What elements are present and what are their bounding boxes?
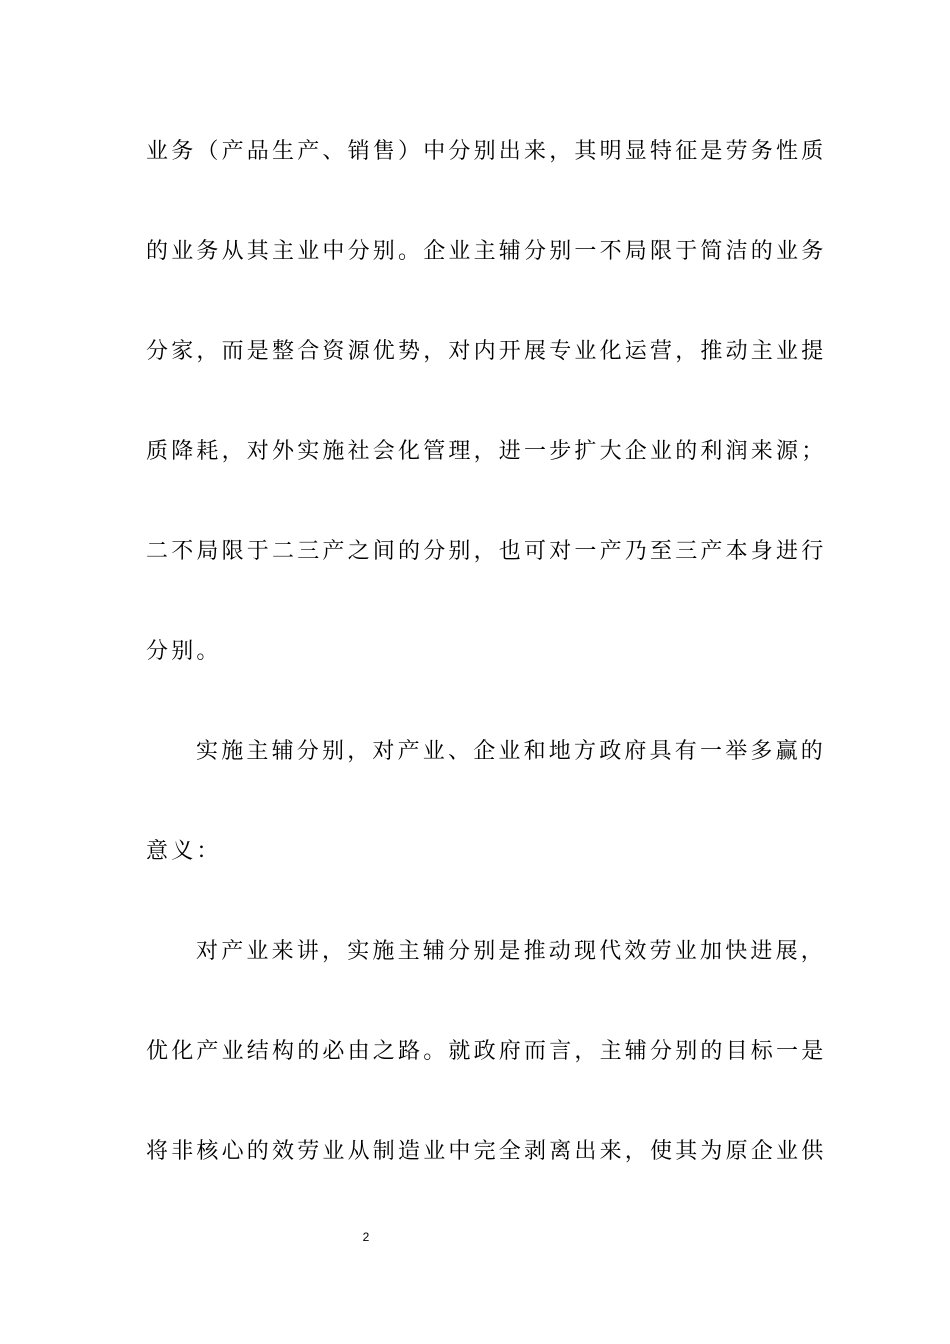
page-number: 2 — [362, 1230, 370, 1244]
text-line-9: 将非核心的效劳业从制造业中完全剥离出来，使其为原企业供 — [146, 1139, 827, 1164]
text-line-6: 分别。 — [146, 639, 222, 664]
paragraph-line-2: 对产业来讲，实施主辅分别是推动现代效劳业加快进展， — [196, 939, 827, 964]
paragraph-line-1: 实施主辅分别，对产业、企业和地方政府具有一举多赢的 — [196, 739, 827, 764]
text-line-2: 的业务从其主业中分别。企业主辅分别一不局限于简洁的业务 — [146, 239, 827, 264]
text-line-7: 意义： — [146, 839, 222, 864]
text-line-3: 分家，而是整合资源优势，对内开展专业化运营，推动主业提 — [146, 339, 827, 364]
text-line-8: 优化产业结构的必由之路。就政府而言，主辅分别的目标一是 — [146, 1039, 827, 1064]
text-line-4: 质降耗，对外实施社会化管理，进一步扩大企业的利润来源； — [146, 439, 827, 464]
text-line-1: 业务（产品生产、销售）中分别出来，其明显特征是劳务性质 — [146, 139, 827, 164]
text-line-5: 二不局限于二三产之间的分别，也可对一产乃至三产本身进行 — [146, 539, 827, 564]
